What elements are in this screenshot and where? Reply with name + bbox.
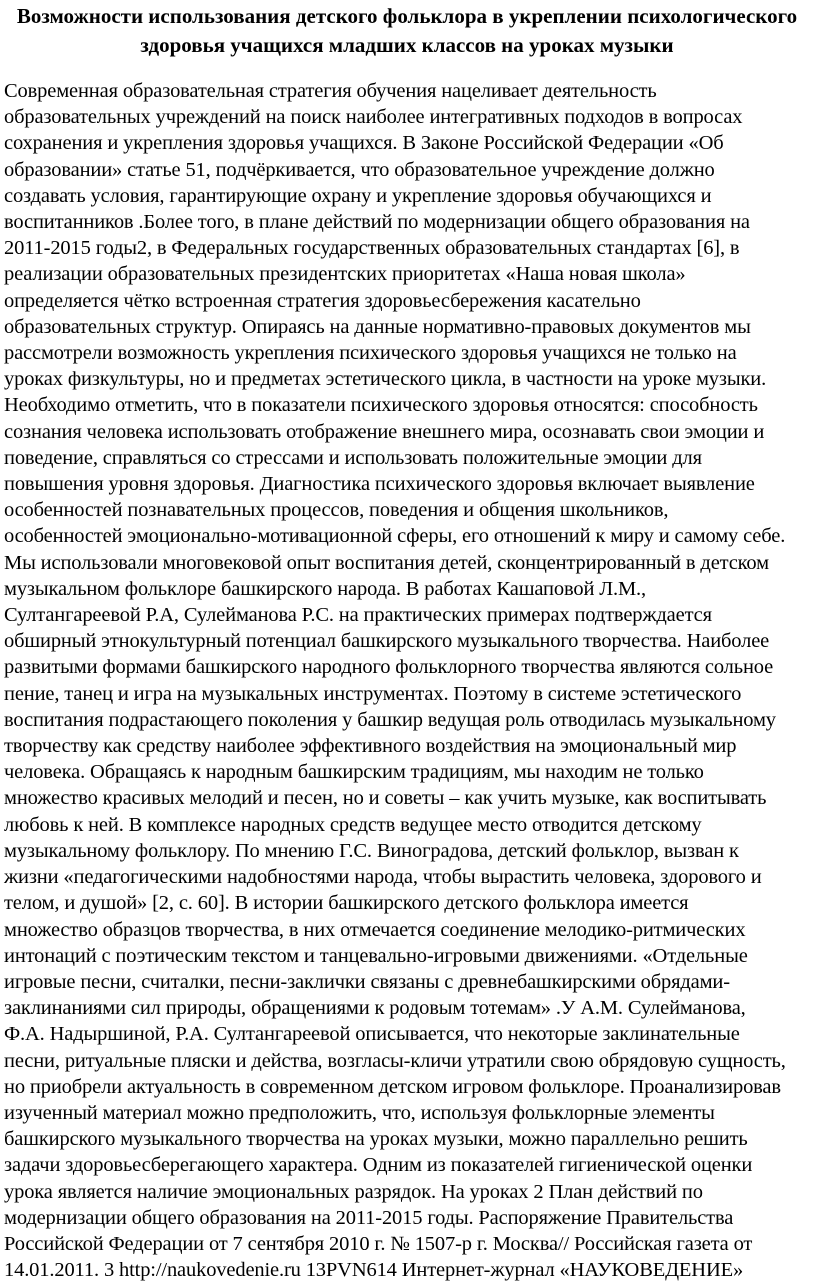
body-line: пение, танец и игра на музыкальных инструментах. Поэтому в системе эстетического	[4, 682, 742, 705]
body-line: 2011-2015 годы2, в Федеральных государственных образовательных стандартах [6], в	[4, 237, 740, 260]
body-line: человека. Обращаясь к народным башкирским традициям, мы находим не только	[4, 761, 704, 784]
body-line: сохранения и укрепления здоровья учащихся. В Законе Российской Федерации «Об	[4, 132, 724, 155]
body-line: образовательных структур. Опираясь на данные нормативно-правовых документов мы	[4, 315, 751, 338]
body-line: интонаций с поэтическим текстом и танцевально-игровыми движениями. «Отдельные	[4, 944, 748, 967]
body-line: поведение, справляться со стрессами и использовать положительные эмоции для	[4, 446, 702, 469]
body-line: развитыми формами башкирского народного фольклорного творчества являются сольное	[4, 656, 774, 679]
body-line: музыкальному фольклору. По мнению Г.С. Виноградова, детский фольклор, вызван к	[4, 839, 739, 862]
body-line: реализации образовательных президентских приоритетах «Наша новая школа»	[4, 263, 686, 286]
body-line: задачи здоровьесберегающего характера. Одним из показателей гигиенической оценки	[4, 1154, 753, 1177]
body-line: музыкальном фольклоре башкирского народа. В работах Кашаповой Л.М.,	[4, 577, 646, 600]
body-line: особенностей познавательных процессов, поведения и общения школьников,	[4, 499, 669, 522]
body-line: воспитания подрастающего поколения у башкир ведущая роль отводилась музыкальному	[4, 708, 776, 731]
body-line: повышения уровня здоровья. Диагностика психического здоровья включает выявление	[4, 473, 755, 496]
body-line: игровые песни, считалки, песни-заклички связаны с древнебашкирскими обрядами-	[4, 970, 730, 993]
body-line: множество образцов творчества, в них отмечается соединение мелодико-ритмических	[4, 918, 746, 941]
body-line: Современная образовательная стратегия обучения нацеливает деятельность	[4, 80, 657, 102]
body-line: жизни «педагогическими надобностями народа, чтобы вырастить человека, здорового и	[4, 866, 762, 889]
body-line: создавать условия, гарантирующие охрану и укрепление здоровья обучающихся и	[4, 184, 712, 207]
document-body	[4, 78, 810, 1283]
body-line: образовании» статье 51, подчёркивается, что образовательное учреждение должно	[4, 158, 715, 181]
body-line: песни, ритуальные пляски и действа, возгласы-кличи утратили свою обрядовую сущность,	[4, 1049, 786, 1072]
body-line: Ф.А. Надыршиной, Р.А. Султангареевой описывается, что некоторые заклинательные	[4, 1023, 740, 1046]
body-line: Необходимо отметить, что в показатели психического здоровья относятся: способность	[4, 394, 758, 417]
body-line: урока является наличие эмоциональных разрядок. На уроках 2 План действий по	[4, 1180, 703, 1203]
body-line: образовательных учреждений на поиск наиболее интегративных подходов в вопросах	[4, 106, 743, 129]
body-line: Султангареевой Р.А, Сулейманова Р.С. на практических примерах подтверждается	[4, 604, 712, 627]
body-line: обширный этнокультурный потенциал башкирского музыкального творчества. Наиболее	[4, 630, 770, 653]
body-line: но приобрели актуальность в современном детском игровом фольклоре. Проанализировав	[4, 1075, 781, 1098]
body-line: Мы использовали многовековой опыт воспитания детей, сконцентрированный в детском	[4, 551, 769, 574]
body-line: изученный материал можно предположить, что, используя фольклорные элементы	[4, 1101, 715, 1124]
body-line: воспитанников .Более того, в плане действий по модернизации общего образования на	[4, 211, 750, 234]
title-line: Возможности использования детского фольклора в укреплении психологического	[16, 4, 798, 28]
body-line: сознания человека использовать отображение внешнего мира, осознавать свои эмоции и	[4, 420, 765, 443]
body-line: особенностей эмоционально-мотивационной сферы, его отношений к миру и самому себе.	[4, 525, 786, 548]
body-line: башкирского музыкального творчества на уроках музыки, можно параллельно решить	[4, 1128, 748, 1151]
body-line: рассмотрели возможность укрепления психического здоровья учащихся не только на	[4, 342, 737, 365]
body-line: 14.01.2011. 3 http://naukovedenie.ru 13PVN614 Интернет-журнал «НАУКОВЕДЕНИЕ»	[4, 1259, 744, 1282]
body-line: Российской Федерации от 7 сентября 2010 г. № 1507-р г. Москва// Российская газета от	[4, 1232, 753, 1255]
body-line: уроках физкультуры, но и предметах эстетического цикла, в частности на уроке музыки.	[4, 368, 767, 391]
body-line: любовь к ней. В комплексе народных средств ведущее место отводится детскому	[4, 813, 702, 836]
body-line: телом, и душой» [2, с. 60]. В истории башкирского детского фольклора имеется	[4, 892, 689, 915]
body-line: модернизации общего образования на 2011-2015 годы. Распоряжение Правительства	[4, 1206, 734, 1229]
document-title	[4, 0, 810, 60]
title-line: здоровья учащихся младших классов на уроках музыки	[140, 33, 674, 57]
body-line: определяется чётко встроенная стратегия здоровьесбережения касательно	[4, 289, 641, 312]
body-line: творчеству как средству наиболее эффективного воздействия на эмоциональный мир	[4, 735, 737, 758]
body-line: множество красивых мелодий и песен, но и советы – как учить музыке, как воспитывать	[4, 787, 767, 810]
body-line: заклинаниями сил природы, обращениями к родовым тотемам» .У А.М. Сулейманова,	[4, 997, 746, 1020]
